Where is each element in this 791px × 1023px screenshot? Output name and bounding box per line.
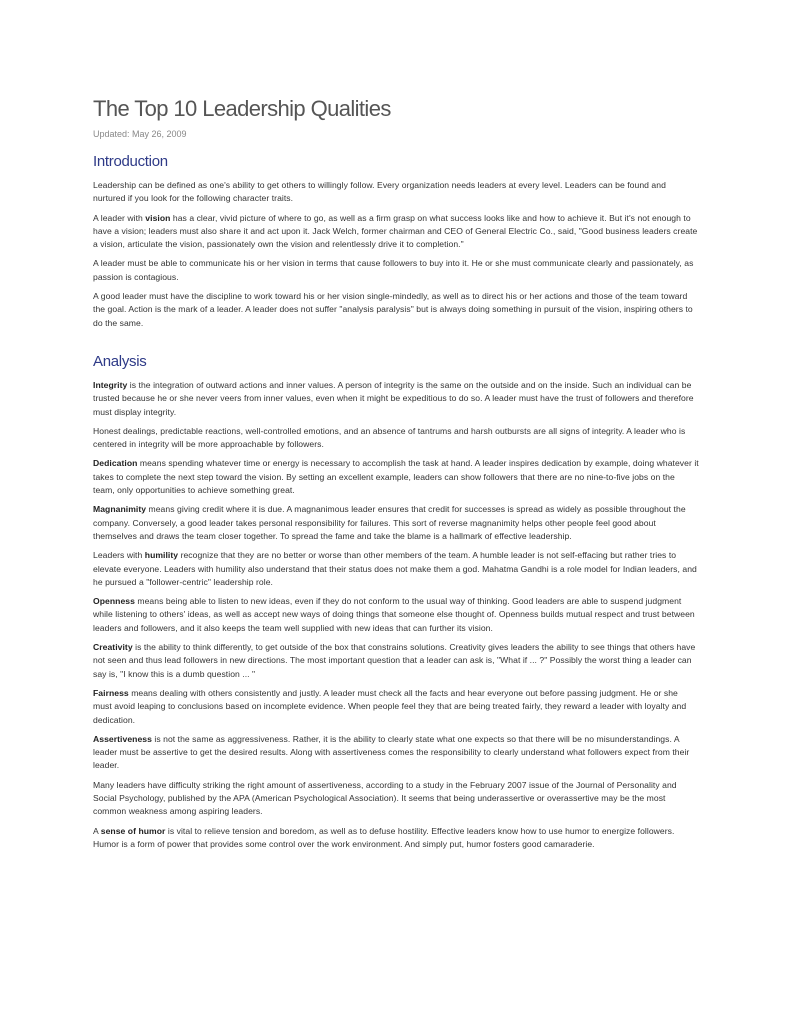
updated-date: Updated: May 26, 2009 — [93, 129, 187, 139]
document-page — [93, 95, 699, 857]
analysis-paragraph-5-post: recognize that they are no better or worse than other members of the team. A humble leader is not self-effacing but rather tries to elevate everyone. Leaders with humility also understand that their status does not make them a god. Mahatma Gandhi is a role model for Indian leaders, and he pursued a "follower-centric" leadership role. — [93, 550, 697, 587]
page-title: The Top 10 Leadership Qualities — [93, 96, 391, 121]
analysis-paragraph-3-post: means spending whatever time or energy is necessary to accomplish the task at hand. A leader inspires dedication by example, doing whatever it takes to complete the next step toward the vision. By setting an excellent example, leaders can show followers that there are no nine-to-five jobs on the team, only opportunities to achieve something great. — [93, 458, 699, 496]
analysis-paragraph-10-pre: Many leaders have difficulty striking the right amount of assertiveness, according to a study in the February 2007 issue of the Journal of Personality and Social Psychology, published by the APA (American Psychological Association). It seems that being underassertive or overassertive may be the most common weakness among aspiring leaders. — [93, 779, 677, 817]
analysis-paragraph-9-post: is not the same as aggressiveness. Rather, it is the ability to clearly state what one expects so that there will be no misunderstandings. A leader must be assertive to get the desired results. Along with assertiveness comes the responsibility to clearly understand what followers expect from their leader. — [93, 733, 690, 771]
analysis-paragraph-8-post: means dealing with others consistently and justly. A leader must check all the facts and hear everyone out before passing judgment. He or she must avoid leaping to conclusions based on incomplete evidence. When people feel they that are being treated fairly, they reward a leader with loyalty and dedication. — [93, 687, 687, 725]
analysis-section — [93, 379, 699, 851]
intro-paragraph-3-pre: A leader must be able to communicate his or her vision in terms that cause followers to buy into it. He or she must communicate clearly and passionately, as passion is contagious. — [93, 258, 694, 282]
intro-paragraph-2-pre: A leader with — [93, 212, 146, 223]
analysis-paragraph-4-post: means giving credit where it is due. A magnanimous leader ensures that credit for successes is spread as widely as possible throughout the company. Conversely, a good leader takes personal responsibility for failures. This sort of reverse magnanimity helps other people feel good about themselves and draws the team closer together. To spread the fame and take the blame is a hallmark of effective leadership. — [93, 504, 686, 541]
term-humility: humility — [144, 550, 179, 561]
analysis-paragraph-11-pre: A — [93, 825, 101, 836]
analysis-paragraph-honest-dealings — [93, 425, 699, 452]
analysis-paragraph-1-post: is the integration of outward actions and inner values. A person of integrity is the same on the outside and on the inside. Such an individual can be trusted because he or she never veers from inner values, even when it might be expeditious to do so. A leader must have the trust of followers and therefore must display integrity. — [93, 379, 694, 417]
intro-paragraph-4 — [93, 290, 699, 330]
analysis-heading: Analysis — [93, 352, 147, 370]
introduction-heading: Introduction — [93, 153, 168, 170]
analysis-paragraph-study — [93, 779, 699, 819]
analysis-paragraph-7-post: is the ability to think differently, to get outside of the box that constrains solutions. Creativity gives leaders the ability to see things that others have not seen and thus lead followers in new directions. The most important question that a leader can ask is, "What if ... ?" Possibly the worst thing a leader can say is, "I know this is a dumb question ... " — [93, 642, 696, 679]
intro-paragraph-3 — [93, 257, 699, 284]
analysis-paragraph-fairness — [93, 687, 699, 727]
intro-paragraph-1-pre: Leadership can be defined as one's ability to get others to willingly follow. Every organization needs leaders at every level. Leaders can be found and nurtured if you look for the following character traits. — [93, 180, 666, 204]
analysis-paragraph-humility — [93, 549, 699, 589]
term-assertiveness: Assertiveness — [93, 733, 152, 744]
intro-paragraph-vision — [93, 212, 699, 252]
analysis-paragraph-5-pre: Leaders with — [93, 550, 145, 561]
analysis-paragraph-6-post: means being able to listen to new ideas, even if they do not conform to the usual way of thinking. Good leaders are able to suspend judgment while listening to others' ideas, as well as accept new ways of doing things that someone else thought of. Openness builds mutual respect and trust between leaders and followers, and it also keeps the team well supplied with new ideas that can further its vision. — [93, 596, 695, 633]
analysis-paragraph-integrity — [93, 379, 699, 419]
term-vision: vision — [145, 212, 171, 223]
intro-paragraph-2-post: has a clear, vivid picture of where to go, as well as a firm grasp on what success looks like and how to achieve it. But it's not enough to have a vision; leaders must also share it and act upon it. Jack Welch, former chairman and CEO of General Electric Co., said, "Good business leaders create a vision, articulate the vision, passionately own the vision and relentlessly drive it to completion." — [93, 212, 698, 250]
term-creativity: Creativity — [93, 642, 133, 653]
term-openness: Openness — [93, 596, 135, 607]
analysis-paragraph-humor — [93, 825, 699, 852]
analysis-paragraph-creativity — [93, 641, 699, 681]
analysis-paragraph-openness — [93, 595, 699, 635]
term-sense-of-humor: sense of humor — [100, 825, 166, 836]
analysis-paragraph-11-post: is vital to relieve tension and boredom, as well as to defuse hostility. Effective leaders know how to use humor to energize followers. Humor is a form of power that provides some control over the work environment. And simply put, humor fosters good camaraderie. — [93, 825, 675, 849]
analysis-paragraph-assertiveness — [93, 733, 699, 773]
introduction-section — [93, 179, 699, 330]
term-dedication: Dedication — [93, 458, 138, 469]
intro-paragraph-4-pre: A good leader must have the discipline to work toward his or her vision single-mindedly, as well as to direct his or her actions and those of the team toward the goal. Action is the mark of a leader. A leader does not suffer "analysis paralysis" but is always doing something in pursuit of the vision, inspiring others to do the same. — [93, 291, 693, 328]
analysis-paragraph-2-pre: Honest dealings, predictable reactions, well-controlled emotions, and an absence of tantrums and harsh outbursts are all signs of integrity. A leader who is centered in integrity will be more approachable by followers. — [93, 425, 686, 450]
intro-paragraph-1 — [93, 179, 699, 206]
analysis-paragraph-dedication — [93, 457, 699, 497]
term-integrity: Integrity — [93, 379, 128, 390]
term-fairness: Fairness — [93, 687, 129, 698]
analysis-paragraph-magnanimity — [93, 503, 699, 543]
term-magnanimity: Magnanimity — [93, 504, 147, 515]
